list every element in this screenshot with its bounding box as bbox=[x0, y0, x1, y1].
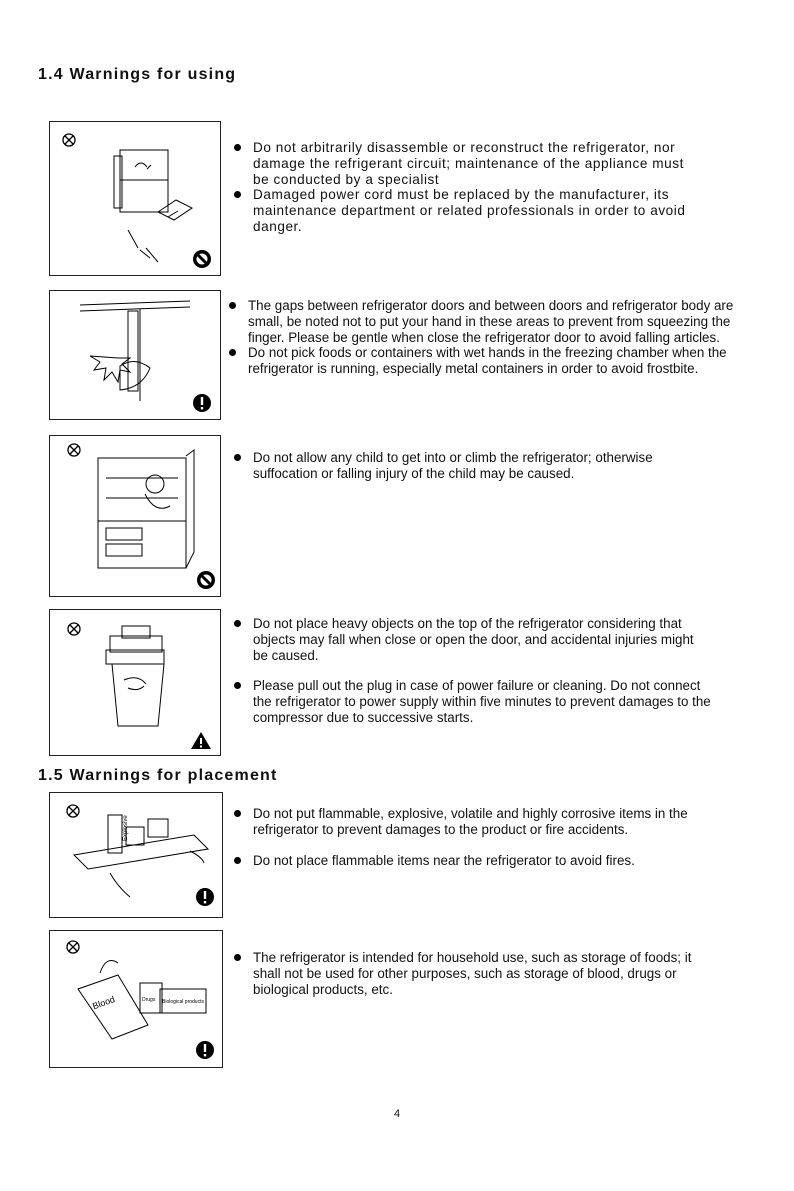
warning-icon bbox=[191, 732, 211, 749]
mandatory-icon bbox=[196, 888, 214, 906]
warning-text-block-3 bbox=[232, 450, 702, 482]
prohibited-icon bbox=[197, 571, 215, 589]
list-item: Do not place heavy objects on the top of the refrigerator considering that objects may fall when close or open the door, and accidental injuries might be caused. bbox=[232, 616, 712, 663]
mandatory-icon bbox=[196, 1041, 214, 1059]
cross-circle-icon bbox=[67, 941, 79, 953]
explosive-label: Explosive bbox=[123, 815, 129, 841]
illustration-child-box bbox=[49, 435, 221, 597]
door-gap-drawing bbox=[80, 301, 190, 401]
illustration-finger-gap-box bbox=[49, 290, 221, 420]
cross-circle-icon bbox=[67, 805, 79, 817]
section-heading-warnings-for-using: 1.4 Warnings for using bbox=[38, 66, 237, 83]
mandatory-icon bbox=[193, 394, 211, 412]
biological-label: Biological products bbox=[162, 999, 204, 1005]
list-item: Damaged power cord must be replaced by the manufacturer, its maintenance department or related professionals in order to avoid danger. bbox=[232, 187, 702, 234]
list-item: The refrigerator is intended for household use, such as storage of foods; it shall not be used for other purposes, such as storage of blood, drugs or biological products, etc. bbox=[232, 950, 712, 997]
illustration-household-use-box bbox=[49, 930, 223, 1068]
list-item: The gaps between refrigerator doors and between doors and refrigerator body are small, be noted not to put your hand in these areas to prevent from squeezing the finger. Please be gentle when close the refrigerator door to avoid falling articles. bbox=[227, 298, 757, 345]
shelf-drawing bbox=[74, 815, 208, 897]
illustration-heavy-objects-box bbox=[49, 609, 221, 756]
list-item: Do not pick foods or containers with wet hands in the freezing chamber when the refrigerator is running, especially metal containers in order to avoid frostbite. bbox=[227, 345, 757, 377]
illustration-disassemble-box bbox=[49, 121, 221, 276]
cross-circle-icon bbox=[63, 134, 75, 146]
warning-text-block-6 bbox=[232, 950, 712, 997]
illustration-flammable-box bbox=[49, 792, 223, 918]
warning-text-block-5 bbox=[232, 806, 712, 868]
cross-circle-icon bbox=[68, 623, 80, 635]
cross-circle-icon bbox=[68, 444, 80, 456]
list-item: Do not allow any child to get into or climb the refrigerator; otherwise suffocation or falling injury of the child may be caused. bbox=[232, 450, 702, 482]
list-item: Do not arbitrarily disassemble or reconstruct the refrigerator, nor damage the refrigerant circuit; maintenance of the appliance must be conducted by a specialist bbox=[232, 140, 702, 187]
warning-text-block-1 bbox=[232, 140, 702, 235]
list-item: Do not place flammable items near the refrigerator to avoid fires. bbox=[232, 853, 712, 869]
warning-text-block-4 bbox=[232, 616, 712, 726]
fridge-drawing bbox=[114, 150, 192, 262]
blood-label: Blood bbox=[91, 994, 117, 1012]
open-fridge-drawing bbox=[98, 450, 194, 568]
stacked-boxes-drawing bbox=[106, 626, 164, 726]
warning-text-block-2 bbox=[227, 298, 757, 377]
list-item: Do not put flammable, explosive, volatile and highly corrosive items in the refrigerator to prevent damages to the product or fire accidents. bbox=[232, 806, 712, 838]
page-number: 4 bbox=[393, 1108, 401, 1120]
list-item: Please pull out the plug in case of power failure or cleaning. Do not connect the refrigerator to power supply within five minutes to prevent damages to the compressor due to successive starts. bbox=[232, 678, 712, 725]
drugs-label: Drugs bbox=[142, 997, 156, 1003]
section-heading-warnings-for-placement: 1.5 Warnings for placement bbox=[38, 767, 278, 784]
prohibited-icon bbox=[193, 250, 211, 268]
